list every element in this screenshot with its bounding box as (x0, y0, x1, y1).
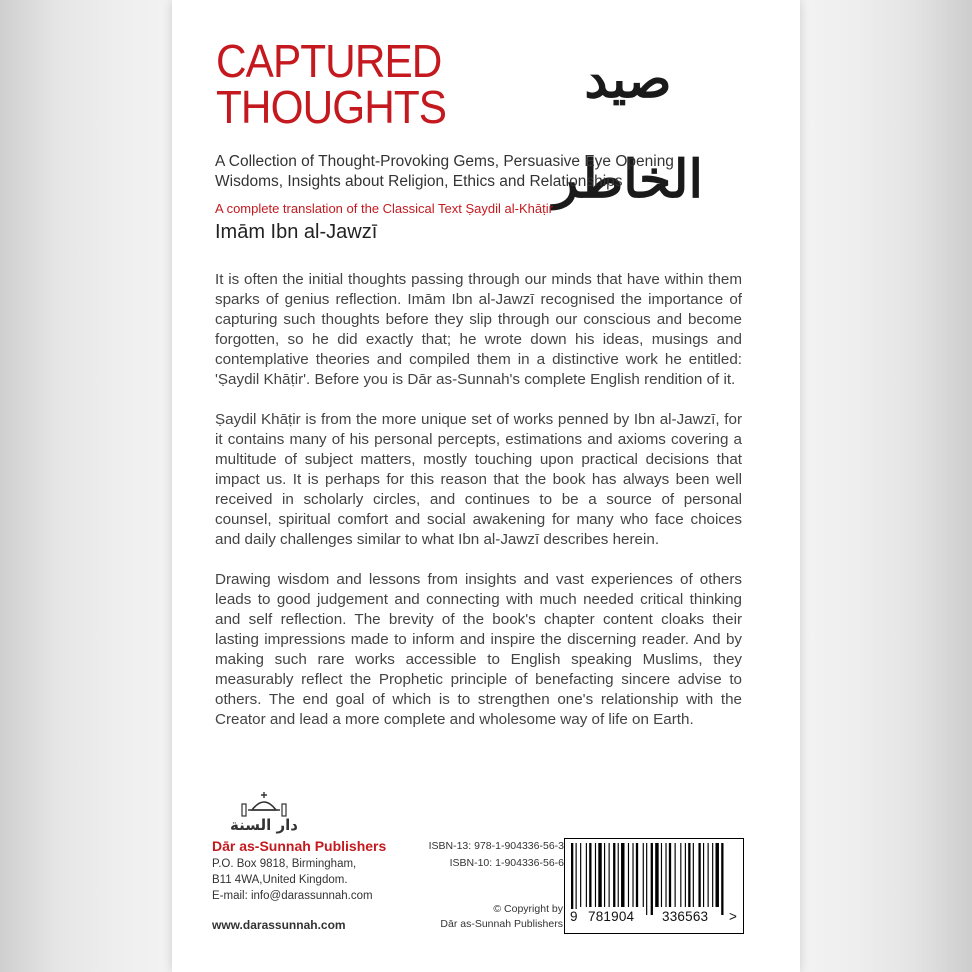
barcode-bar (571, 843, 573, 915)
barcode-group-1: 781904 (588, 909, 635, 924)
barcode-bar (693, 843, 694, 907)
barcode-bar (651, 843, 653, 915)
isbn-barcode (564, 838, 744, 934)
barcode-bar (598, 843, 601, 907)
barcode-bar (712, 843, 713, 907)
barcode-bar (595, 843, 596, 907)
publisher-website: www.darassunnah.com (212, 918, 346, 932)
barcode-bar (661, 843, 662, 907)
barcode-bar (586, 843, 587, 907)
copyright-line-1: © Copyright by (493, 903, 563, 915)
barcode-bar (716, 843, 719, 907)
barcode-group-2: 336563 (662, 909, 709, 924)
blurb-paragraph-1: It is often the initial thoughts passing through our minds that have within them sparks of genius reflection. Imām Ibn al-Jawzī recognised the importance of capturing such thoughts before they slip through our conscious and become forgotten, so he did exactly that; he wrote down his ideas, musings and contemplative theories and compiled them in a distinctive work he entitled: 'Ṣaydil Khāṭir'. Before you is Dār as-Sunnah's complete English rendition of it. (215, 271, 742, 388)
publisher-address (212, 856, 412, 904)
address-line-2: B11 4WA,United Kingdom. (212, 874, 348, 886)
barcode-bar (698, 843, 700, 907)
barcode-bar (609, 843, 610, 907)
barcode-bar (621, 843, 624, 907)
barcode-bar (685, 843, 686, 907)
barcode-first-digit: 9 (570, 909, 578, 924)
barcode-bar (636, 843, 638, 907)
mosque-logo-icon (212, 788, 302, 836)
arabic-calligraphy-title: صيد الخاطر (553, 49, 703, 210)
blurb-text (215, 270, 742, 750)
publisher-email: E-mail: info@darassunnah.com (212, 890, 373, 902)
copyright-line-2: Dār as-Sunnah Publishers (440, 918, 563, 930)
barcode-bar (604, 843, 605, 907)
barcode-bar (643, 843, 644, 907)
book-title (216, 35, 474, 133)
barcode-bar (613, 843, 615, 907)
isbn-13: ISBN-13: 978-1-904336-56-3 (428, 840, 564, 852)
title-line-1: CAPTURED (216, 35, 442, 87)
barcode-bar (655, 843, 658, 907)
isbn-10: ISBN-10: 1-904336-56-6 (449, 857, 564, 869)
barcode-bar (721, 843, 723, 915)
barcode-bar (708, 843, 709, 907)
title-line-2: THOUGHTS (216, 81, 447, 133)
barcode-arrow: > (729, 909, 738, 924)
barcode-bar (646, 843, 647, 915)
publisher-name: Dār as-Sunnah Publishers (212, 838, 387, 854)
barcode-bar (628, 843, 629, 907)
publisher-logo-text: دار السنة (230, 816, 298, 834)
barcode-bar (632, 843, 633, 907)
barcode-bars (569, 843, 739, 915)
book-back-cover (172, 0, 800, 972)
book-subtitle: A Collection of Thought-Provoking Gems, Persuasive Eye Opening Wisdoms, Insights about Religion, Ethics and Relationships (215, 153, 674, 190)
barcode-bar (688, 843, 690, 907)
author-name: Imām Ibn al-Jawzī (215, 221, 378, 243)
barcode-bar (580, 843, 581, 907)
copyright-notice (408, 902, 563, 932)
barcode-bar (618, 843, 619, 907)
barcode-bar (589, 843, 591, 907)
blurb-paragraph-2: Ṣaydil Khāṭir is from the more unique set of works penned by Ibn al-Jawzī, for it contains many of his personal percepts, estimations and axioms covering a multitude of subject matters, mostly touching upon practical decisions that impact us. It is perhaps for this reason that the book has always been well received in scholarly circles, and continues to be a source of personal counsel, spiritual comfort and social awakening for many who face choices and daily challenges similar to what Ibn al-Jawzī describes herein. (215, 411, 742, 548)
address-line-1: P.O. Box 9818, Birmingham, (212, 858, 357, 870)
barcode-bar (669, 843, 671, 907)
publisher-logo (212, 788, 302, 836)
barcode-bar (665, 843, 666, 907)
translation-note: A complete translation of the Classical Text Ṣaydil al-Khāṭir (215, 201, 553, 216)
barcode-bar (703, 843, 704, 907)
blurb-paragraph-3: Drawing wisdom and lessons from insights and vast experiences of others leads to good judgement and connecting with much needed critical thinking and self reflection. The brevity of the book's chapter content cloaks their lasting impressions made to inform and inspire the discerning reader. And by making such rare works accessible to English speaking Muslims, they measurably reflect the Prophetic principle of benefacting sincere advise to others. The end goal of which is to strengthen one's relationship with the Creator and lead a more complete and wholesome way of life on Earth. (215, 571, 742, 728)
barcode-bar (576, 843, 577, 915)
barcode-bar (680, 843, 681, 907)
barcode-bar (675, 843, 676, 907)
